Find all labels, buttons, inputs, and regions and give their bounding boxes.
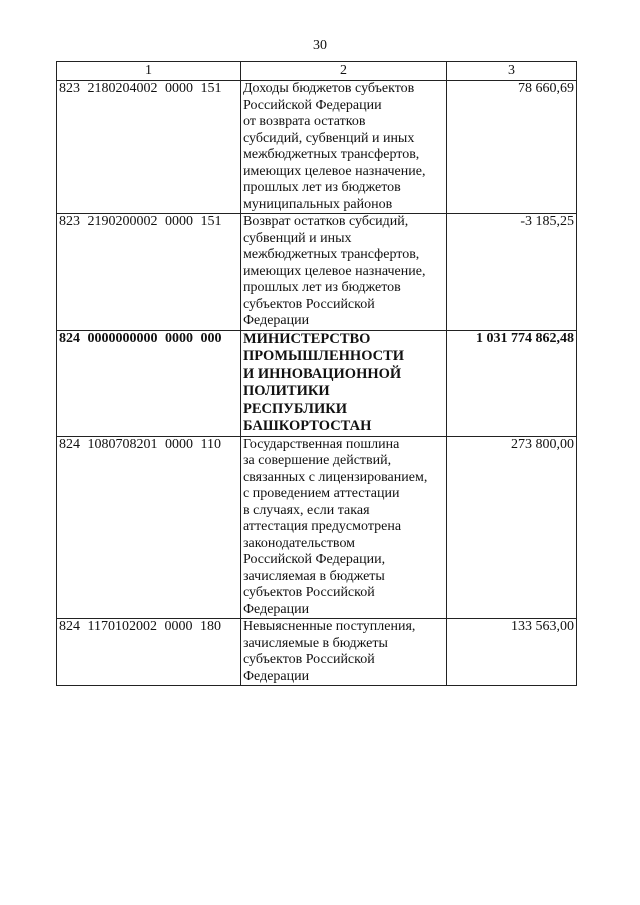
table-header-row xyxy=(57,62,577,81)
amount-cell: 273 800,00 xyxy=(447,436,577,619)
amount-cell: -3 185,25 xyxy=(447,214,577,331)
revenue-name-cell: Государственная пошлина за совершение действий, связанных с лицензированием, с проведением аттестации в случаях, если такая аттестация предусмотрена законодательством Российской Федерации, зачисляемая в бюджеты субъектов Российской Федерации xyxy=(241,436,447,619)
amount-cell: 78 660,69 xyxy=(447,81,577,214)
table-row xyxy=(57,619,577,686)
budget-code-cell: 823 2190200002 0000 151 xyxy=(57,214,241,331)
column-header-2: 2 xyxy=(241,62,447,81)
budget-code-cell: 823 2180204002 0000 151 xyxy=(57,81,241,214)
amount-cell: 133 563,00 xyxy=(447,619,577,686)
ministry-total-amount-cell: 1 031 774 862,48 xyxy=(447,330,577,436)
revenue-name-cell: Возврат остатков субсидий, субвенций и иных межбюджетных трансфертов, имеющих целевое назначение, прошлых лет из бюджетов субъектов Российской Федерации xyxy=(241,214,447,331)
budget-code-cell: 824 1170102002 0000 180 xyxy=(57,619,241,686)
budget-table xyxy=(56,61,577,686)
table-row xyxy=(57,436,577,619)
column-header-1: 1 xyxy=(57,62,241,81)
table-row xyxy=(57,81,577,214)
table-row-ministry-total xyxy=(57,330,577,436)
revenue-name-cell: Доходы бюджетов субъектов Российской Федерации от возврата остатков субсидий, субвенций и иных межбюджетных трансфертов, имеющих целевое назначение, прошлых лет из бюджетов муниципальных районов xyxy=(241,81,447,214)
revenue-name-cell: Невыясненные поступления, зачисляемые в бюджеты субъектов Российской Федерации xyxy=(241,619,447,686)
budget-code-cell: 824 0000000000 0000 000 xyxy=(57,330,241,436)
budget-code-cell: 824 1080708201 0000 110 xyxy=(57,436,241,619)
ministry-name-cell: МИНИСТЕРСТВО ПРОМЫШЛЕННОСТИ И ИННОВАЦИОННОЙ ПОЛИТИКИ РЕСПУБЛИКИ БАШКОРТОСТАН xyxy=(241,330,447,436)
page-number: 30 xyxy=(313,38,327,53)
column-header-3: 3 xyxy=(447,62,577,81)
table-row xyxy=(57,214,577,331)
